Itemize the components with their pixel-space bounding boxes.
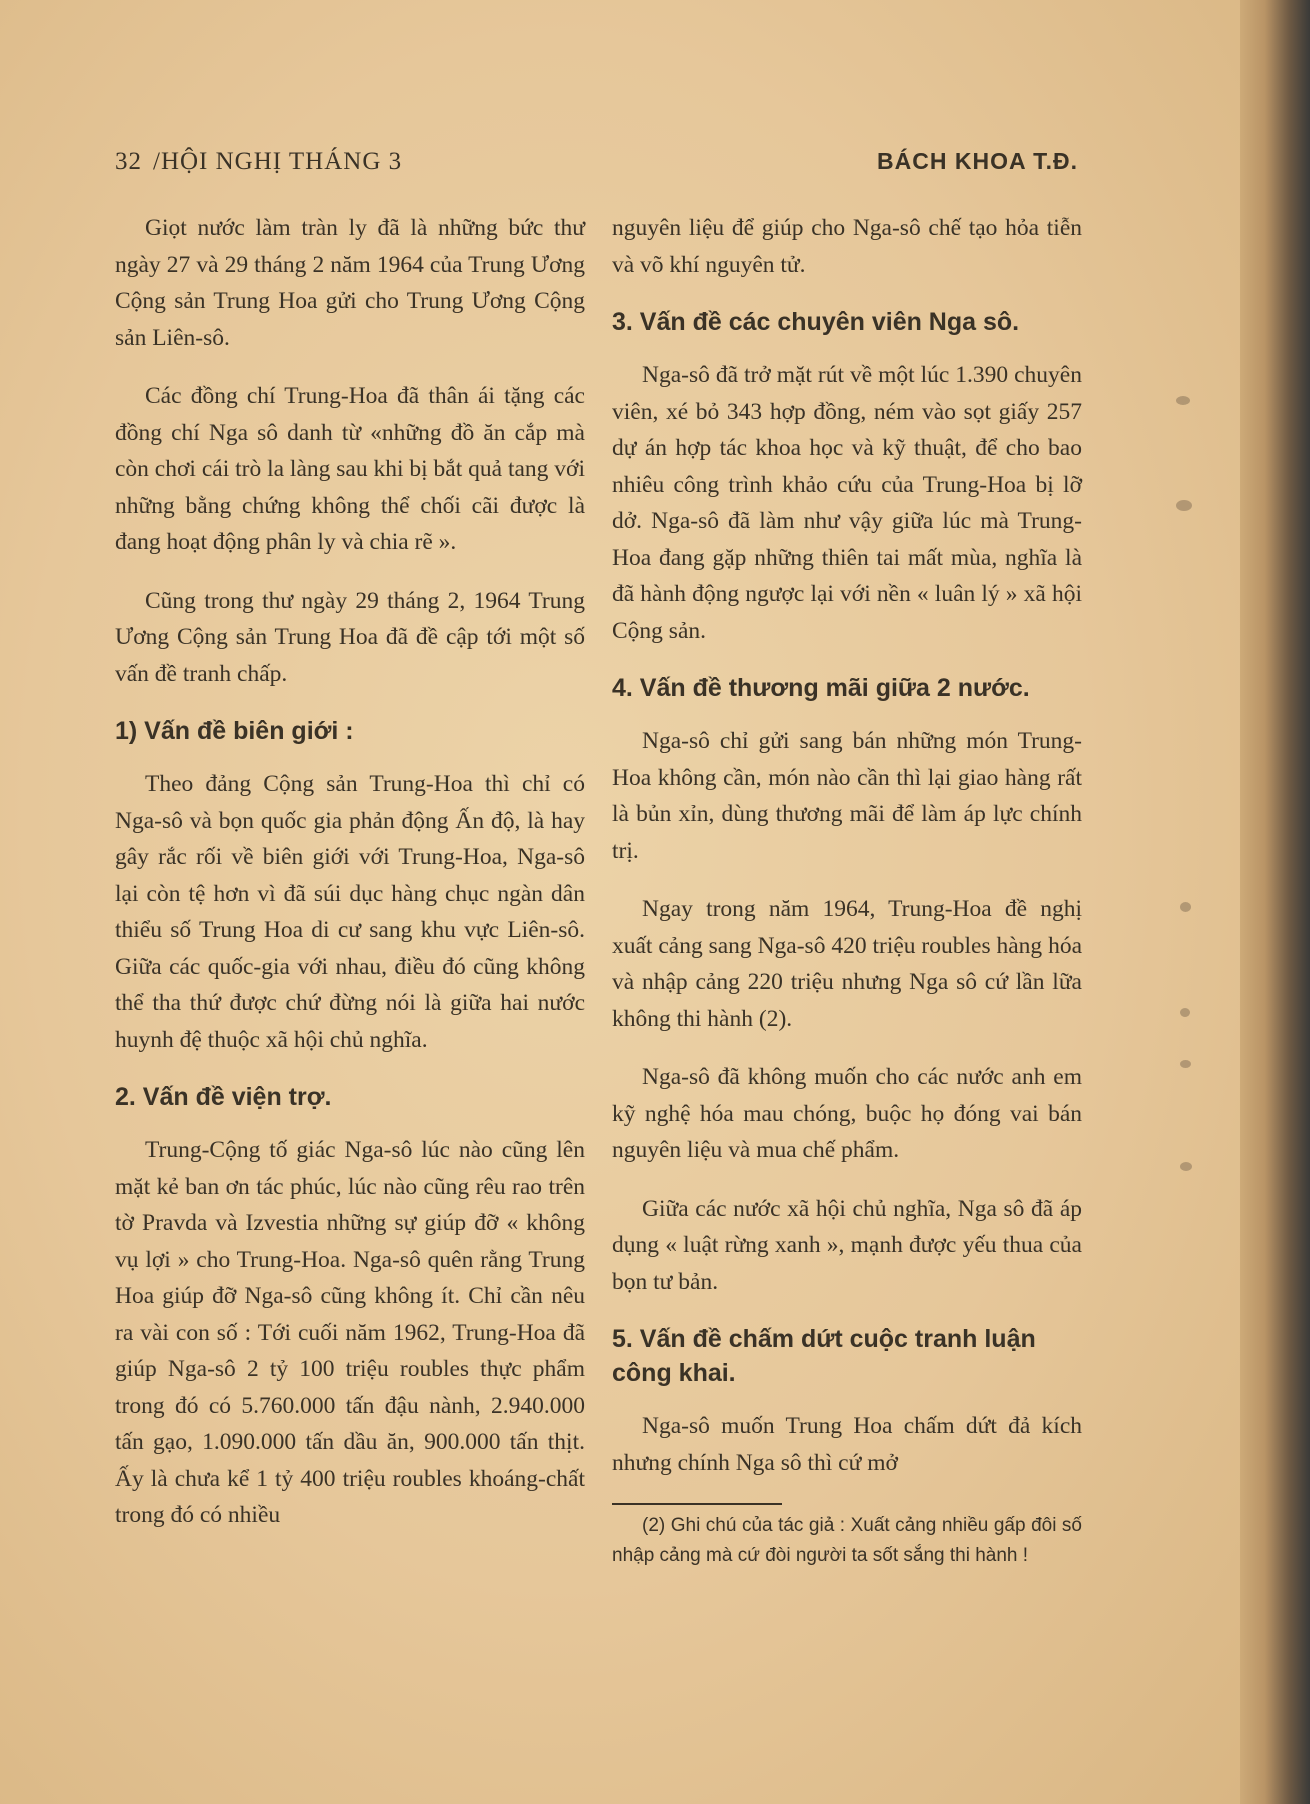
journal-title: BÁCH KHOA T.Đ. (877, 148, 1078, 174)
section-heading-debate: 5. Vấn đề chấm dứt cuộc tranh luận công khai. (612, 1325, 1036, 1387)
section-heading-experts: 3. Vấn đề các chuyên viên Nga sô. (612, 308, 1020, 336)
paragraph: Trung-Cộng tố giác Nga-sô lúc nào cũng lên mặt kẻ ban ơn tác phúc, lúc nào cũng rêu rao trên tờ Pravda và Izvestia những sự giúp đỡ « không vụ lợi » cho Trung-Hoa. Nga-sô quên rằng Trung Hoa giúp đỡ Nga-sô cũng không ít. Chỉ cần nêu ra vài con số : Tới cuối năm 1962, Trung-Hoa đã giúp Nga-sô 2 tỷ 100 triệu roubles thực phẩm trong đó có 5.760.000 tấn đậu nành, 2.940.000 tấn gạo, 1.090.000 tấn dầu ăn, 900.000 tấn thịt. Ấy là chưa kể 1 tỷ 400 triệu roubles khoáng-chất trong đó có nhiều (115, 1137, 585, 1528)
running-title: /HỘI NGHỊ THÁNG 3 (153, 148, 403, 175)
paragraph: Nga-sô đã không muốn cho các nước anh em kỹ nghệ hóa mau chóng, buộc họ đóng vai bán nguyên liệu và mua chế phẩm. (612, 1064, 1082, 1163)
paragraph: Nga-sô đã trở mặt rút về một lúc 1.390 chuyên viên, xé bỏ 343 hợp đồng, ném vào sọt giấy 257 dự án hợp tác khoa học và kỹ thuật, để cho bao nhiêu công trình khảo cứu của Trung-Hoa bị lỡ dở. Nga-sô đã làm như vậy giữa lúc mà Trung-Hoa đang gặp những thiên tai mất mùa, nghĩa là đã hành động ngược lại với nền « luân lý » xã hội Cộng sản. (612, 362, 1082, 644)
footnote: (2) Ghi chú của tác giả : Xuất cảng nhiều gấp đôi số nhập cảng mà cứ đòi người ta sốt sắng thi hành ! (612, 1515, 1082, 1566)
page-edge (1240, 0, 1310, 1804)
page-header (115, 148, 1078, 188)
paragraph: Theo đảng Cộng sản Trung-Hoa thì chỉ có Nga-sô và bọn quốc gia phản động Ấn độ, là hay gây rắc rối về biên giới với Trung-Hoa, Nga-sô lại còn tệ hơn vì đã súi dục hàng chục ngàn dân thiểu số Trung Hoa di cư sang khu vực Liên-sô. Giữa các quốc-gia với nhau, điều đó cũng không thể tha thứ được chứ đừng nói là giữa hai nước huynh đệ thuộc xã hội chủ nghĩa. (115, 771, 585, 1053)
paragraph: Nga-sô muốn Trung Hoa chấm dứt đả kích nhưng chính Nga sô thì cứ mở (612, 1413, 1082, 1476)
stain-mark (1180, 1060, 1191, 1068)
page-number: 32 (115, 148, 142, 175)
paragraph: Ngay trong năm 1964, Trung-Hoa đề nghị xuất cảng sang Nga-sô 420 triệu roubles hàng hóa và nhập cảng 220 triệu nhưng Nga sô cứ lần lữa không thi hành (2). (612, 896, 1082, 1032)
stain-mark (1176, 500, 1192, 511)
footnote-divider (612, 1503, 782, 1505)
paragraph: nguyên liệu để giúp cho Nga-sô chế tạo hỏa tiễn và võ khí nguyên tử. (612, 215, 1082, 278)
stain-mark (1176, 396, 1190, 405)
paragraph: Giọt nước làm tràn ly đã là những bức thư ngày 27 và 29 tháng 2 năm 1964 của Trung Ương Cộng sản Trung Hoa gửi cho Trung Ương Cộng sản Liên-sô. (115, 215, 585, 351)
section-heading-aid: 2. Vấn đề viện trợ. (115, 1083, 332, 1111)
left-column (115, 210, 585, 1556)
paragraph: Giữa các nước xã hội chủ nghĩa, Nga sô đã áp dụng « luật rừng xanh », mạnh được yếu thua của bọn tư bản. (612, 1195, 1082, 1295)
stain-mark (1180, 1008, 1190, 1017)
stain-mark (1180, 1162, 1192, 1171)
paragraph: Các đồng chí Trung-Hoa đã thân ái tặng các đồng chí Nga sô danh từ «những đồ ăn cắp mà còn chơi cái trò la làng sau khi bị bắt quả tang với những bằng chứng không thể chối cãi được là đang hoạt động phân ly và chia rẽ ». (115, 383, 585, 555)
paragraph: Nga-sô chỉ gửi sang bán những món Trung-Hoa không cần, món nào cần thì lại giao hàng rất là bủn xỉn, dùng thương mãi để làm áp lực chính trị. (612, 728, 1082, 864)
paragraph: Cũng trong thư ngày 29 tháng 2, 1964 Trung Ương Cộng sản Trung Hoa đã đề cập tới một số vấn đề tranh chấp. (115, 587, 585, 687)
section-heading-trade: 4. Vấn đề thương mãi giữa 2 nước. (612, 674, 1030, 702)
section-heading-border: 1) Vấn đề biên giới : (115, 717, 354, 745)
right-column (612, 210, 1082, 1593)
stain-mark (1180, 902, 1191, 912)
